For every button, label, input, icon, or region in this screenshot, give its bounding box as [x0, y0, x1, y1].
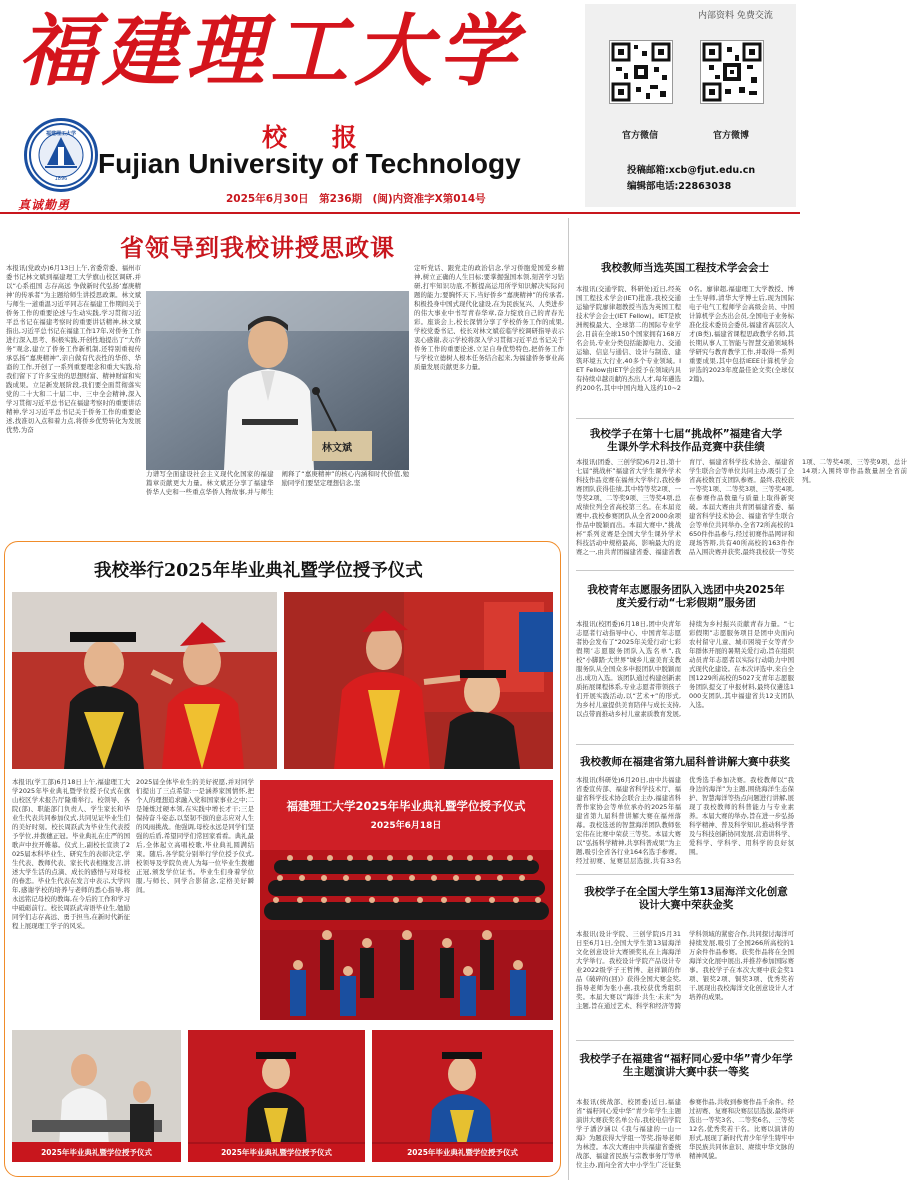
- bottom-2-banner: 2025年毕业典礼暨学位授予仪式: [188, 1144, 365, 1162]
- wechat-qr-label: 官方微信: [622, 131, 659, 141]
- lead-photo: [146, 291, 409, 470]
- photo-nameplate: 林文斌: [322, 443, 352, 454]
- weibo-qr-label: 官方微博: [713, 131, 750, 141]
- graduation-photo-left: [12, 592, 277, 769]
- issue-line: 2025年6月30日 第236期 (闽)内资准字X第014号: [226, 193, 486, 205]
- article-3-body: 本报讯(校团委)6月18日,团中央青年志愿者行动指导中心、中国青年志愿者协会发布了“2025年关爱行动‘七彩假期’志愿服务团队入选名单”,我校“小脚踏·大世界”城乡儿童美育支教服务队从全国众多申报团队中脱颖而出,成功入选。该团队通过构建创新素质拓展课程体系,专业志愿者带领孩子们开展实践活动,以“艺术+”的形式,为乡村儿童提供美育陪伴与成长支持,以点带面推动乡村儿童素质教育发展,持续为乡村振兴贡献青春力量。“七彩假期”志愿服务项目是团中央面向农村留守儿童、城市困境子女等青少年群体开展的暑期关爱行动,旨在组织动员青年志愿者以实际行动助力中国式现代化建设。在本次评选中,来自全国1229所高校的5027支青年志愿服务团队提交了申报材料,最终仅遴选1000支团队,其中福建省共12支团队入选。: [576, 620, 794, 718]
- article-2-body: 本报讯(团委、三创学院)6月2日,第十七届“挑战杯”福建省大学生课外学术科技作品竞赛在福州大学举行,我校参赛团队获得佳绩,其中特等奖2项、一等奖2项、二等奖9项、三等奖4项,总成绩位列全省高校第三名。在本届竞赛中,我校参赛团队从全省2000余项作品中脱颖而出。本届大赛中,“挑战杯”系列竞赛是全国大学生课外学术科技活动中规格最高、影响最大的竞赛之一,由共青团福建省委、福建省教育厅、福建省科学技术协会、福建省学生联合会等单位共同主办,吸引了全省高校数百支团队参赛。最终,我校获一等奖1项、二等奖3项、三等奖4项,在参赛作品数量与质量上取得新突破。本届大赛由共青团福建省委、福建省科学技术协会、福建省学生联合会等单位共同举办,全省72所高校的1650件作品参与,经过初赛作品网评和现场答辩,共有40所高校的163件作品入围决赛并获奖,最终我校获一等奖1项、二等奖4项、三等奖9项、总计14项;入围终审作品数量居全省前列。: [576, 458, 907, 556]
- graduation-headline: 我校举行2025年毕业典礼暨学位授予仪式: [94, 561, 423, 581]
- weibo-qr-code-icon[interactable]: [700, 40, 764, 104]
- masthead-subtitle: 校 报: [262, 123, 375, 152]
- article-4-headline: 我校教师在福建省第九届科普讲解大赛中获奖: [580, 756, 790, 768]
- graduation-article-col2: 2025届全体毕业生的美好祝愿,并对同学们提出了三点希望:一是涵养家国情怀,把个人的理想追求融入党和国家事业之中;二是锤炼过硬本领,在实践中增长才干;三是保持奋斗姿态,以坚韧不拔的意志应对人生的风雨挑战。他强调,母校永远是同学们坚强的后盾,希望同学们常回家看看。典礼最后,全体起立高唱校歌,毕业典礼圆满结束。随后,各学院分别举行学位授予仪式,校领导及学院负责人为每一位毕业生拨穗正冠,颁发学位证书。毕业生们身着学位服,与师长、同学合影留念,定格美好瞬间。: [136, 778, 254, 894]
- graduation-photo-bottom-1: [12, 1030, 181, 1162]
- article-divider: [576, 570, 794, 571]
- article-divider: [576, 1040, 794, 1041]
- graduation-photo-bottom-2: [188, 1030, 365, 1162]
- contact-phone: 编辑部电话:22863038: [627, 181, 732, 192]
- article-3-headline: 我校青年志愿服务团队入选团中央2025年度关爱行动“七彩假期”服务团: [587, 584, 785, 609]
- group-photo-banner-date: 2025年6月18日: [370, 821, 442, 831]
- masthead-title: 福建理工大学: [18, 6, 523, 97]
- graduation-group-photo: [260, 780, 553, 1020]
- lead-article-col1: 本报讯(党政办)6月13日上午,省委常委、福州市委书记林文斌到福建理工大学旗山校区调研,并以“心系祖国 志存高远 争做新时代弘扬‘嘉庚精神’的传承者”为主题给师生讲授思政课。林文斌与师生一道重温习近平同志在福建工作期间关于侨务工作的重要论述与生动实践,学习贯彻习近平总书记在福建考察时的重要讲话精神,林文斌指出,习近平总书记在福建工作17年,对侨务工作进行深入思考、积极实践,开创性地提出了“大侨务”观念,建立了侨务工作新机制,还特别重视传承弘扬“嘉庚精神”,亲自做有代表性的华侨、华裔的工作,开创了一系列重要理念和重大实践,给我们留下了许多宝贵的思想财富、精神财富和实践成果。立足新发展阶段,我们要全面贯彻落实党的二十大和二十届二中、三中全会精神,深入学习贯彻习近平总书记在福建考察时的重要讲话精神,学习习近平总书记关于侨务工作的重要论述,找准切入点和着力点,将侨乡优势转化为发展优势,为奋: [6, 264, 141, 434]
- contact-email: 投稿邮箱:xcb@fjut.edu.cn: [627, 165, 756, 176]
- graduation-photo-right: [284, 592, 553, 769]
- article-2-headline: 我校学子在第十七届“挑战杯”福建省大学生课外学术科技作品竞赛中获佳绩: [589, 428, 783, 453]
- article-6-headline: 我校学子在福建省“福籽同心爱中华”青少年学生主题演讲大赛中获一等奖: [579, 1053, 793, 1078]
- side-panel-header: 内部资料 免费交流: [698, 11, 773, 21]
- article-divider: [576, 874, 794, 875]
- lead-article-col2: 力谱写全面建设社会主义现代化国家的福建篇章贡献更大力量。林文斌还分享了福建华侨华人史和一些重点华侨人物故事,并与师生阐释了“嘉庚精神”的核心内涵和时代价值,勉励同学们要坚定理想信念,坚: [146, 470, 409, 496]
- masthead-rule: [0, 212, 800, 214]
- article-1-body: 本报讯(交通学院、科研处)近日,经英国工程技术学会(IET)批准,我校交通运输学院廖律超教授当选为英国工程技术学会会士(IET Fellow)。IET是欧洲规模最大、全球第二的国际专业学会,目前在全球150个国家拥有168万名会员,专业分类包括能源电力、交通运输、信息与通信、设计与制造、建筑环境五大行业,40多个专业领域。IET Fellow由IET学会授予在领域内具有持续卓越贡献的杰出人才,每年遴选约200名,其中中国内地入选约10~20名。廖律超,福建理工大学教授、博士生导师,清华大学博士后,现为国际电子电气工程师学会高级会员、中国计算机学会杰出会员,全国电子业务标准化技术委员会委员,福建省高层次人才(B类),福建省课程思政教学名师,其长期从事人工智能与智慧交通领域科学研究与教育教学工作,并取得一系列重要成果,其中包括IEEE计算机学会评选的2023年度最佳论文奖(全球仅2篇)。: [576, 285, 794, 392]
- bottom-1-banner: 2025年毕业典礼暨学位授予仪式: [12, 1144, 181, 1162]
- logo-year: 1896: [54, 176, 68, 182]
- side-panel: [585, 4, 796, 207]
- article-divider: [576, 418, 794, 419]
- logo-lettering: 福建理工大学: [45, 131, 76, 137]
- wechat-qr-code-icon[interactable]: [609, 40, 673, 104]
- graduation-photo-bottom-3: [372, 1030, 553, 1162]
- masthead-english-title: Fujian University of Technology: [98, 148, 521, 179]
- group-photo-banner: 福建理工大学2025年毕业典礼暨学位授予仪式: [286, 799, 526, 813]
- article-5-headline: 我校学子在全国大学生第13届海洋文化创意设计大赛中荣获金奖: [584, 886, 788, 911]
- masthead: [0, 0, 582, 212]
- graduation-article-col1: 本报讯(学工部)6月18日上午,福建理工大学2025年毕业典礼暨学位授予仪式在旗山校区学术报告厅隆重举行。校领导、各院(部)、职能部门负责人、学生家长和毕业生代表共同参加仪式,共同见证毕业生们的美好时刻。校长周跃武为毕业生代表授予学位,并拨穗正冠。毕业典礼在庄严的国歌声中拉开帷幕。仪式上,副校长宣读了2025届本科毕业生、研究生的表彰决定,学生代表、教师代表、家长代表相继发言,讲述大学生活的点滴、成长的感悟与对母校的眷恋。毕业生代表在发言中表示,大学四年,感谢学校的培养与老师的悉心指导,将永远铭记母校的教诲,在今后的工作和学习中砥砺前行。校长周跃武寄语毕业生,勉励同学们志存高远、勇于担当,在新时代新征程上展现理工学子的风采。: [12, 778, 130, 930]
- article-5-body: 本报讯(设计学院、三创学院)5月31日至6月1日,全国大学生第13届海洋文化创意设计大赛颁奖礼在上海海洋大学举行。我校设计学院产品设计专业2022级学子王哲博、赵祥颖的作品《破碎的(回)》获得全国大赛金奖,指导老师为张小燕,我校获优秀组织奖。本届大赛以“海洋·共生·未来”为主题,旨在通过艺术、科学和经济等跨学科领域的紧密合作,共同探讨海洋可持续发展,吸引了全国266所高校的1万余件作品参赛。获奖作品将在全国海洋文化展中展出,并推荐参加国际赛事。我校学子在本次大赛中获金奖1项、银奖2项、铜奖3项、优秀奖若干,展现出我校海洋文化创意设计人才培养的成果。: [576, 930, 794, 1010]
- bottom-3-banner: 2025年毕业典礼暨学位授予仪式: [372, 1144, 553, 1162]
- column-divider: [568, 218, 569, 1180]
- motto: 真诚勤勇: [18, 198, 71, 212]
- article-1-headline: 我校教师当选英国工程技术学会会士: [601, 262, 769, 274]
- article-6-body: 本报讯(统战部、校团委)近日,福建省“福籽同心爱中华”青少年学生主题演讲大赛获奖名单公布,我校电信学院学子潘汐涵以《我与福建的一山一海》为题获得大学组一等奖,指导老师为林滢。本次大赛由中共福建省委统战部、福建省民族与宗教事务厅等单位主办,面向全省大中小学生广泛征集参赛作品,共收到参赛作品千余件。经过初赛、复赛和决赛层层选拔,最终评选出一等奖3名、二等奖6名、三等奖12名,优秀奖若干名。比赛以演讲的形式,展现了新时代青少年学生铸牢中华民族共同体意识、赓续中华文脉的精神风貌。: [576, 1098, 794, 1169]
- article-divider: [576, 744, 794, 745]
- lead-article-col3: 定听党话、跟党走的政治信念,学习侨胞爱国爱乡精神,树立正确的人生目标;要掌握强国本领,刻苦学习钻研,打牢知识功底,不断提高运用所学知识解决实际问题的能力;要胸怀天下,当好侨乡“嘉庚精神”的传承者,积极投身中国式现代化建设,在为民族复兴、人类进步的伟大事业中书写青春华章,奋力绽放自己的青春光彩。座谈会上,校长深情分享了学校侨务工作的成果,学校党委书记、校长对林文斌莅临学校调研指导表示衷心感谢,表示学校将深入学习贯彻习近平总书记关于侨务工作的重要论述,立足自身优势特色,把侨务工作与学校立德树人根本任务结合起来,为福建侨务事业高质量发展贡献更多力量。: [414, 264, 564, 371]
- lead-headline: 省领导到我校讲授思政课: [120, 234, 395, 262]
- article-4-body: 本报讯(科研处)6月20日,由中共福建省委宣传部、福建省科学技术厅、福建省科学技术协会联合主办,福建省科普作家协会等单位承办的2025年福建省第九届科普讲解大赛在福州落幕。我校选送的智慧海洋团队教师张宏伟在比赛中荣获三等奖。本届大赛以“弘扬科学精神,共享科普成果”为主题,吸引全省各行业164名选手参赛。经过初赛、复赛层层选拔,共有33名优秀选手参加决赛。我校教师以“我身边的海洋”为主题,围绕海洋生态保护、智慧海洋等热点问题进行讲解,展现了我校教师的科普能力与专业素养。本届大赛的举办,旨在进一步弘扬科学精神、普及科学知识,推动科学普及与科技创新协同发展,营造讲科学、爱科学、学科学、用科学的良好氛围。: [576, 776, 794, 865]
